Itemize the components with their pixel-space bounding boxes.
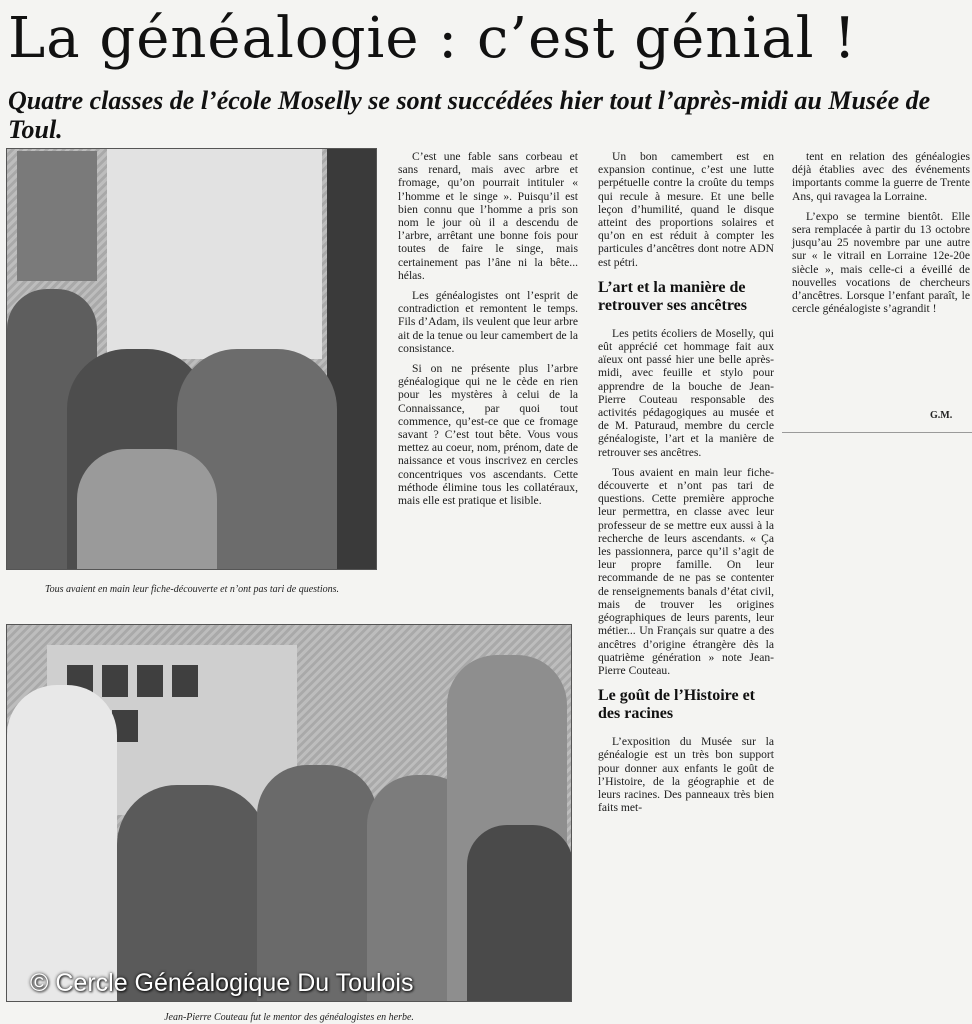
article-subhead: Quatre classes de l’école Moselly se sont succédées hier tout l’après-midi au Musée de Toul.: [8, 86, 931, 144]
paragraph: Tous avaient en main leur fiche-découverte et n’ont pas tari de questions. Cette première approche leur permettra, en classe avec leur professeur de se mettre eux aussi à la recherche de leurs ascendants. « Ça les passionnera, parce qu’il s’agit de leur propre famille. On leur recommande de ne pas se contenter de renseignements banals d’état civil, mais de trouver les origines géographiques de leurs parents, leur métier... Un Français sur quatre a des ancêtres d’origine étrangère dès la quatrième génération » note Jean-Pierre Couteau.: [598, 465, 774, 677]
portrait-frame: [102, 665, 128, 697]
copyright-watermark: © Cercle Généalogique Du Toulois: [30, 969, 414, 997]
paragraph: L’expo se termine bientôt. Elle sera remplacée à partir du 13 octobre jusqu’au 25 novembre par une autre sur « le vitrail en Lorraine 12e-20e siècle », mais celle-ci a éveillé de nouvelles vocations de chercheurs d’ancêtres. Lorsque l’enfant paraît, le cercle généalogiste s’agrandit !: [792, 209, 970, 316]
child-figure: [77, 449, 217, 569]
paragraph: C’est une fable sans corbeau et sans renard, mais avec arbre et fromage, qu’on pourrait intituler « l’homme et le singe ». Puisqu’il est bien connu que l’homme a pris son nom le jour où il a descendu de l’arbre, arrêtant une bonne fois pour toutes de faire le singe, mais certainement pas l’âne ni la bête... hélas.: [398, 150, 578, 282]
section-heading: L’art et la manière de retrouver ses ancêtres: [598, 278, 747, 314]
paragraph: Si on ne présente plus l’arbre généalogique qui ne le cède en rien pour les mystères à celui de la Connaissance, par quoi tout commence, qu’est-ce que ce fromage savant ? C’est tout bête. Vous vous mettez au coeur, nom, prénom, date de naissance et vous inscrivez en cercles concentriques vos ascendants. Cette méthode élimine tous les collatéraux, mais elle est pratique et lisible.: [398, 362, 578, 508]
paragraph: Un bon camembert est en expansion continue, c’est une lutte perpétuelle contre la croûte du temps qui recule à mesure. Et une belle leçon d’humilité, quand le disque atteint des proportions solaires et qu’on en est réduit à compter les particules d’ancêtres dont notre ADN est pétri.: [598, 150, 774, 269]
photo-guide-with-children: [6, 624, 572, 1002]
column-divider: [782, 432, 972, 433]
photo-children-at-exhibit: [6, 148, 377, 570]
portrait-frame: [137, 665, 163, 697]
child-figure: [257, 765, 377, 1002]
article-column-3: [792, 150, 970, 322]
portrait-frame: [172, 665, 198, 697]
paragraph: Les petits écoliers de Moselly, qui eût apprécié cet hommage fait aux aïeux ont passé hier une belle après-midi, avec feuille et stylo pour apprendre de la bouche de Jean-Pierre Couteau responsable des activités pédagogiques au musée et de M. Paturaud, membre du cercle généalogiste, l’art et la manière de retrouver ses ancêtres.: [598, 326, 774, 459]
window-blinds: [17, 151, 97, 281]
paragraph: L’exposition du Musée sur la généalogie est un très bon support pour donner aux enfants le goût de l’Histoire, de la géographie et de leurs racines. Des panneaux très bien faits met-: [598, 735, 774, 815]
guide-figure: [7, 685, 117, 1002]
photo-caption: Tous avaient en main leur fiche-découverte et n’ont pas tari de questions.: [44, 584, 340, 595]
section-heading: Le goût de l’Histoire et des racines: [598, 687, 756, 723]
paragraph: Les généalogistes ont l’esprit de contradiction et remontent le temps. Fils d’Adam, ils veulent que leur arbre ait de la tenue ou leur camembert de la consistance.: [398, 289, 578, 355]
child-figure: [467, 825, 572, 1002]
display-panel: [107, 149, 322, 359]
article-headline: La généalogie : c’est génial !: [8, 6, 857, 71]
author-signature: G.M.: [930, 410, 953, 421]
photo-caption: Jean-Pierre Couteau fut le mentor des généalogistes en herbe.: [164, 1012, 414, 1023]
article-column-2: [598, 150, 774, 821]
paragraph: tent en relation des généalogies déjà établies avec des événements importants comme la guerre de Trente Ans, qui ravagea la Lorraine.: [792, 150, 970, 203]
article-column-1: [398, 150, 578, 514]
